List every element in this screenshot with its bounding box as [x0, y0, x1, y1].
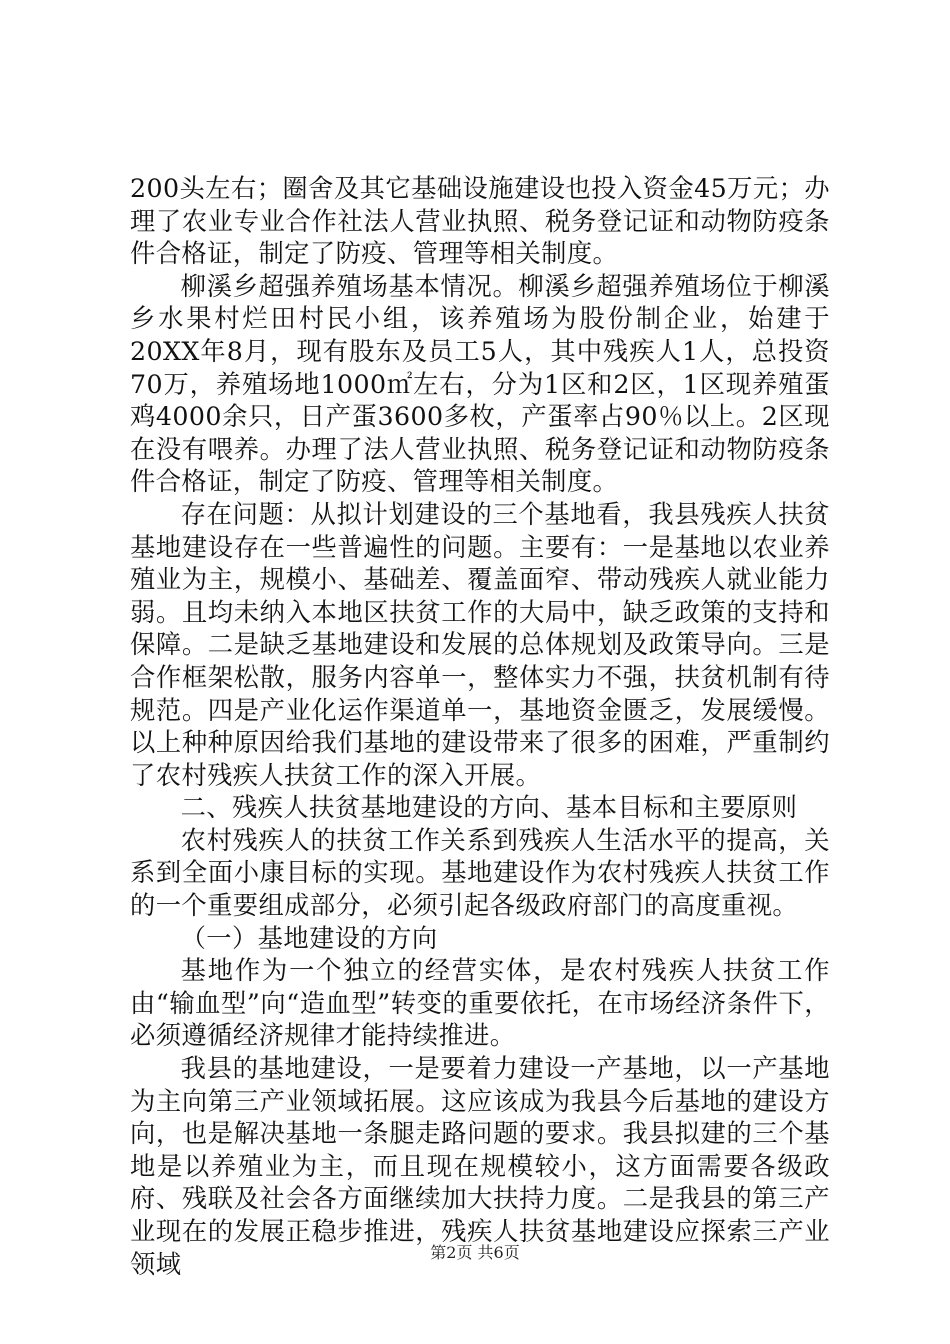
- section-heading-2: 二、残疾人扶贫基地建设的方向、基本目标和主要原则: [180, 793, 798, 823]
- paragraph-liuxi-farm: 柳溪乡超强养殖场基本情况。柳溪乡超强养殖场位于柳溪乡水果村烂田村民小组，该养殖场为股份制企业，始建于20XX年8月，现有股东及员工5人，其中残疾人1人，总投资70万，养殖场地1000㎡左右，分为1区和2区，1区现养殖蛋鸡4000余只，日产蛋3600多枚，产蛋率占90％以上。2区现在没有喂养。办理了法人营业执照、税务登记证和动物防疫条件合格证，制定了防疫、管理等相关制度。: [130, 271, 830, 497]
- subsection-heading-direction: （一）基地建设的方向: [180, 923, 438, 953]
- page-number-footer: 第2页 共6页: [430, 1243, 520, 1262]
- paragraph-existing-problems: 存在问题：从拟计划建设的三个基地看，我县残疾人扶贫基地建设存在一些普遍性的问题。主要有：一是基地以农业养殖业为主，规模小、基础差、覆盖面窄、带动残疾人就业能力弱。且均未纳入本地区扶贫工作的大局中，缺乏政策的支持和保障。二是缺乏基地建设和发展的总体规划及政策导向。三是合作框架松散，服务内容单一，整体实力不强，扶贫机制有待规范。四是产业化运作渠道单一，基地资金匮乏，发展缓慢。以上种种原因给我们基地的建设带来了很多的困难，严重制约了农村残疾人扶贫工作的深入开展。: [130, 499, 830, 790]
- paragraph-base-entity: 基地作为一个独立的经营实体，是农村残疾人扶贫工作由“输血型”向“造血型”转变的重要依托，在市场经济条件下，必须遵循经济规律才能持续推进。: [130, 956, 830, 1051]
- paragraph-county-base: 我县的基地建设，一是要着力建设一产基地，以一产基地为主向第三产业领域拓展。这应该成为我县今后基地的建设方向，也是解决基地一条腿走路问题的要求。我县拟建的三个基地是以养殖业为主，而且现在规模较小，这方面需要各级政府、残联及社会各方面继续加大扶持力度。二是我县的第三产业现在的发展正稳步推进，残疾人扶贫基地建设应探索三产业领域: [130, 1054, 830, 1279]
- paragraph-importance: 农村残疾人的扶贫工作关系到残疾人生活水平的提高，关系到全面小康目标的实现。基地建设作为农村残疾人扶贫工作的一个重要组成部分，必须引起各级政府部门的高度重视。: [130, 825, 830, 921]
- document-body: [130, 173, 830, 1281]
- paragraph-continuation: 200头左右；圈舍及其它基础设施建设也投入资金45万元；办理了农业专业合作社法人营业执照、税务登记证和动物防疫条件合格证，制定了防疫、管理等相关制度。: [130, 174, 830, 269]
